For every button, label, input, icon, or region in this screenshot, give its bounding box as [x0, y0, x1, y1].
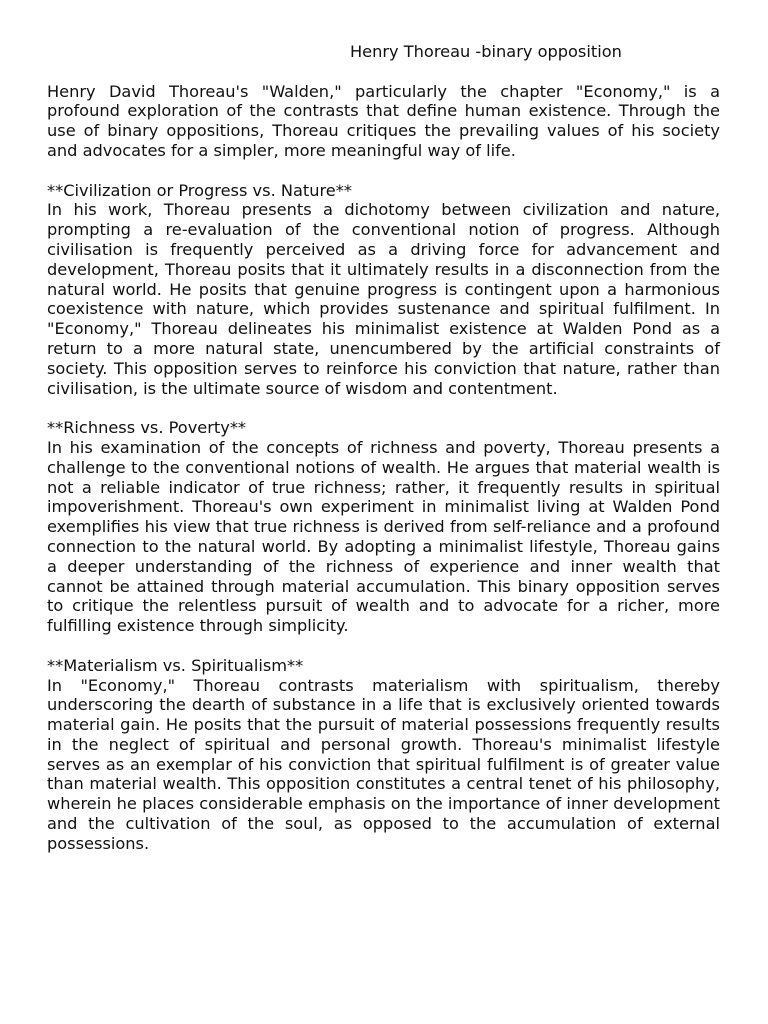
- spacer: [47, 62, 720, 82]
- spacer: [47, 398, 720, 418]
- section-body: In his work, Thoreau presents a dichotomy between civilization and nature, prompting a re-evaluation of the conventional notion of progress. Although civilisation is frequently perceived as a driving force for advancement and development, Thoreau posits that it ultimately results in a disconnection from the natural world. He posits that genuine progress is contingent upon a harmonious coexistence with nature, which provides sustenance and spiritual fulfilment. In "Economy," Thoreau delineates his minimalist existence at Walden Pond as a return to a more natural state, unencumbered by the artificial constraints of society. This opposition serves to reinforce his conviction that nature, rather than civilisation, is the ultimate source of wisdom and contentment.: [47, 200, 720, 398]
- intro-paragraph: Henry David Thoreau's "Walden," particularly the chapter "Economy," is a profound exploration of the contrasts that define human existence. Through the use of binary oppositions, Thoreau critiques the prevailing values of his society and advocates for a simpler, more meaningful way of life.: [47, 81, 720, 160]
- section-heading: **Civilization or Progress vs. Nature**: [47, 180, 352, 200]
- section-materialism: [47, 656, 720, 854]
- spacer: [47, 161, 720, 181]
- section-richness: [47, 418, 720, 636]
- section-body: In his examination of the concepts of richness and poverty, Thoreau presents a challenge to the conventional notions of wealth. He argues that material wealth is not a reliable indicator of true richness; rather, it frequently results in spiritual impoverishment. Thoreau's own experiment in minimalist living at Walden Pond exemplifies his view that true richness is derived from self-reliance and a profound connection to the natural world. By adopting a minimalist lifestyle, Thoreau gains a deeper understanding of the richness of experience and inner wealth that cannot be attained through material accumulation. This binary opposition serves to critique the relentless pursuit of wealth and to advocate for a richer, more fulfilling existence through simplicity.: [47, 437, 720, 636]
- spacer: [47, 636, 720, 656]
- document-title: Henry Thoreau -binary opposition: [350, 42, 622, 61]
- document-page: [47, 42, 720, 854]
- section-heading: **Richness vs. Poverty**: [47, 418, 247, 438]
- section-heading: **Materialism vs. Spiritualism**: [47, 655, 304, 675]
- section-body: In "Economy," Thoreau contrasts materialism with spiritualism, thereby underscoring the dearth of substance in a life that is exclusively oriented towards material gain. He posits that the pursuit of material possessions frequently results in the neglect of spiritual and personal growth. Thoreau's minimalist lifestyle serves as an exemplar of his conviction that spiritual fulfilment is of greater value than material wealth. This opposition constitutes a central tenet of his philosophy, wherein he places considerable emphasis on the importance of inner development and the cultivation of the soul, as opposed to the accumulation of external possessions.: [47, 675, 720, 853]
- section-civilization: [47, 181, 720, 399]
